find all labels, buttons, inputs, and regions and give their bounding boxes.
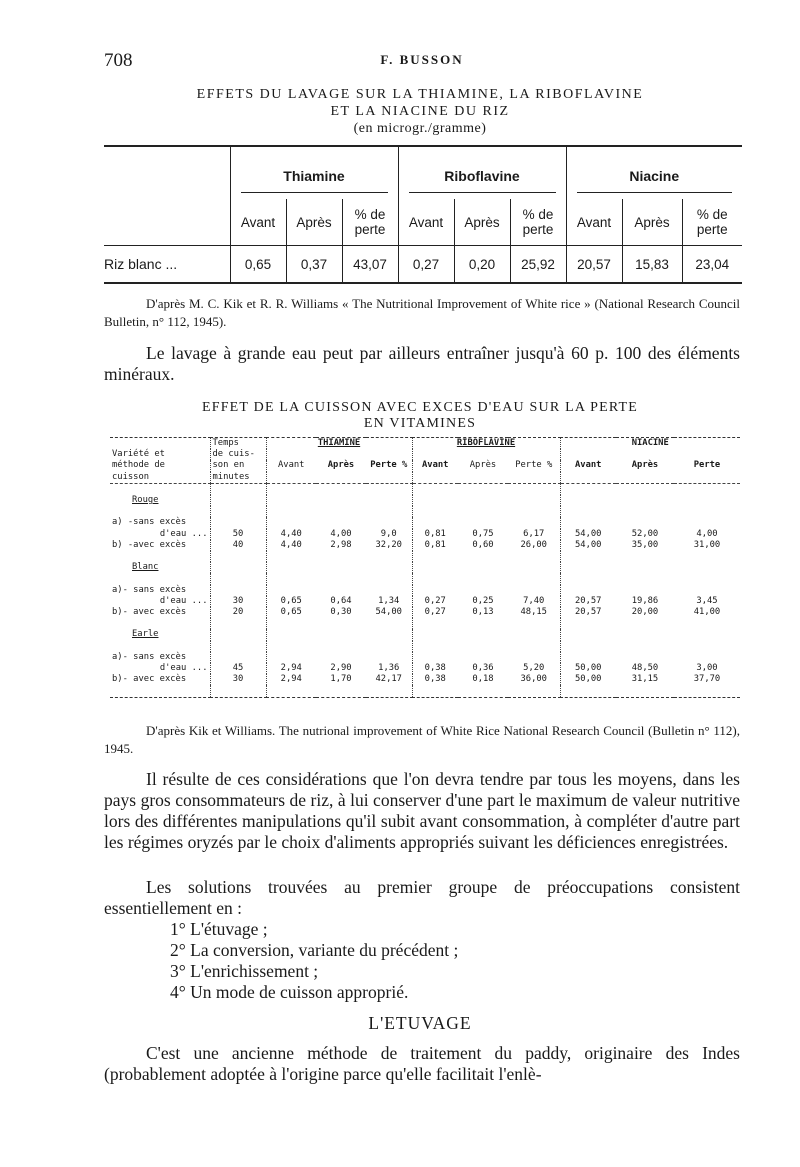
table-lavage: [104, 145, 742, 284]
table-row: [110, 607, 740, 618]
cell-value: 48,15: [520, 607, 547, 618]
cell-value: 54,00: [375, 607, 402, 618]
table-row: [110, 540, 740, 551]
head-variety-2: méthode de: [112, 460, 165, 471]
cell-value: 0,65: [230, 246, 286, 284]
sub-apres: Après: [327, 460, 355, 471]
cell-time: 20: [210, 607, 266, 618]
cell-value: 0,27: [412, 607, 458, 618]
cell-value: 0,64: [330, 595, 352, 606]
row-label: a)- sans excès: [112, 584, 187, 595]
cell-value: 0,38: [412, 674, 458, 685]
group-niacine-head: NIACINE: [560, 438, 740, 450]
cell-value: 35,00: [631, 539, 659, 550]
group-thiamine-head: THIAMINE: [266, 438, 412, 450]
sub-perte: Perte %: [370, 460, 408, 471]
col-perte: % de perte: [682, 199, 742, 246]
cell-value: 0,65: [266, 596, 316, 607]
group-niacine: Niacine: [577, 154, 733, 193]
cell-value: 4,00: [696, 528, 718, 539]
table-row: [110, 517, 740, 528]
sub-apres: Après: [469, 460, 497, 471]
spacer-row: [110, 618, 740, 629]
cell-value: 23,04: [682, 246, 742, 284]
cell-value: 54,00: [560, 529, 616, 540]
running-author: F. BUSSON: [380, 52, 464, 67]
cell-value: 20,00: [631, 607, 659, 618]
table-row: [110, 652, 740, 663]
cell-value: 0,65: [266, 607, 316, 618]
col-perte: % de perte: [510, 199, 566, 246]
cell-value: 0,30: [330, 607, 352, 618]
col-perte: % de perte: [342, 199, 398, 246]
cell-value: 32,20: [375, 539, 402, 550]
table2-source: D'après Kik et Williams. The nutrional improvement of White Rice National Research Council (Bulletin n° 112), 1945.: [104, 723, 740, 756]
running-header: [104, 50, 740, 74]
spacer-row: [110, 573, 740, 584]
cell-value: 0,27: [412, 596, 458, 607]
row-label-cont: d'eau ...: [159, 595, 208, 606]
cell-value: 0,25: [472, 595, 494, 606]
table-row: [104, 246, 742, 284]
cell-value: 36,00: [520, 674, 547, 685]
col-avant: Avant: [398, 199, 454, 246]
cell-value: 0,13: [472, 607, 494, 618]
variety-row: [110, 562, 740, 573]
row-label: b)- avec excès: [112, 674, 187, 685]
table1-title: [100, 86, 740, 137]
table1-unit: (en microgr./gramme): [353, 121, 487, 136]
spacer-row: [110, 685, 740, 697]
cell-value: 1,34: [378, 595, 400, 606]
col-avant: Avant: [230, 199, 286, 246]
sub-perte: Perte: [693, 460, 721, 471]
table2-title-line1: EFFET DE LA CUISSON AVEC EXCES D'EAU SUR LA PERTE: [201, 400, 639, 415]
row-label: b) -avec excès: [112, 539, 187, 550]
cell-value: 50,00: [560, 674, 616, 685]
spacer-row: [110, 483, 740, 495]
cell-value: 3,00: [696, 663, 718, 674]
cell-value: 0,36: [472, 663, 494, 674]
cell-value: 2,94: [266, 663, 316, 674]
spacer-row: [110, 641, 740, 652]
row-label: a)- sans excès: [112, 651, 187, 662]
group-riboflavine-head: RIBOFLAVINE: [412, 438, 560, 450]
table-row: [110, 596, 740, 607]
col-apres: Après: [622, 199, 682, 246]
cell-value: 43,07: [342, 246, 398, 284]
col-apres: Après: [454, 199, 510, 246]
cell-value: 31,00: [693, 539, 721, 550]
cell-time: 40: [210, 540, 266, 551]
table2-title-line2: EN VITAMINES: [363, 416, 477, 431]
table1-source: D'après M. C. Kik et R. R. Williams « The Nutritional Improvement of White rice » (National Research Council Bulletin, n° 112, 1945).: [104, 296, 740, 329]
cell-time: 50: [210, 529, 266, 540]
head-variety-3: cuisson: [110, 472, 210, 484]
head-time-1: Temps: [210, 438, 266, 450]
table-row: [110, 529, 740, 540]
head-time-2: de cuis-: [210, 449, 266, 460]
cell-value: 0,18: [472, 674, 494, 685]
sub-perte: Perte %: [515, 460, 553, 471]
head-variety-1: Variété et: [112, 449, 165, 460]
variety-name: Earle: [132, 629, 159, 640]
cell-value: 2,90: [330, 663, 352, 674]
cell-value: 4,40: [266, 540, 316, 551]
paragraph-conclusion: Il résulte de ces considérations que l'on devra tendre par tous les moyens, dans les pays gros consommateurs de riz, à lui conserver d'une part le maximum de valeur nutritive lors des différentes manipulations qu'il subit avant consommation, à compléter d'autre part les régimes oryzés par le choix d'aliments appropriés suivant les déficiences enregistrées.: [104, 769, 740, 852]
sub-avant: Avant: [266, 460, 316, 471]
col-apres: Après: [286, 199, 342, 246]
cell-value: 48,50: [631, 663, 659, 674]
cell-value: 9,0: [380, 528, 397, 539]
cell-value: 1,70: [330, 674, 352, 685]
cell-value: 0,20: [454, 246, 510, 284]
list-item: 4° Un mode de cuisson approprié.: [170, 982, 409, 1002]
variety-name: Blanc: [132, 562, 159, 573]
table2-title: [100, 400, 740, 432]
cell-value: 26,00: [520, 539, 547, 550]
cell-value: 25,92: [510, 246, 566, 284]
page-number: 708: [104, 50, 133, 71]
table-row: [110, 585, 740, 596]
group-thiamine: Thiamine: [241, 154, 388, 193]
cell-value: 1,36: [378, 663, 400, 674]
list-item: 1° L'étuvage ;: [170, 919, 268, 939]
cell-value: 52,00: [631, 528, 659, 539]
col-avant: Avant: [566, 199, 622, 246]
table1-title-line1: EFFETS DU LAVAGE SUR LA THIAMINE, LA RIBOFLAVINE: [196, 87, 644, 102]
cell-time: 30: [210, 596, 266, 607]
cell-value: 0,37: [286, 246, 342, 284]
cell-value: 20,57: [560, 607, 616, 618]
paragraph-lavage: Le lavage à grande eau peut par ailleurs entraîner jusqu'à 60 p. 100 des éléments minéraux.: [104, 343, 740, 384]
cell-value: 20,57: [566, 246, 622, 284]
cell-value: 7,40: [523, 595, 545, 606]
cell-value: 37,70: [693, 674, 721, 685]
cell-time: 30: [210, 674, 266, 685]
variety-row: [110, 495, 740, 506]
solutions-list: [170, 919, 458, 1003]
cell-value: 2,98: [330, 539, 352, 550]
section-title: L'ETUVAGE: [368, 1013, 472, 1033]
head-variety-spacer: [110, 438, 210, 450]
cell-value: 0,75: [472, 528, 494, 539]
list-item: 2° La conversion, variante du précédent ;: [170, 940, 459, 960]
cell-value: 31,15: [631, 674, 659, 685]
cell-value: 4,40: [266, 529, 316, 540]
cell-value: 2,94: [266, 674, 316, 685]
cell-value: 6,17: [523, 528, 545, 539]
cell-value: 20,57: [560, 596, 616, 607]
table-row: [110, 674, 740, 685]
cell-value: 50,00: [560, 663, 616, 674]
table-row: [110, 663, 740, 674]
cell-value: 0,81: [412, 540, 458, 551]
variety-row: [110, 629, 740, 640]
spacer-row: [110, 551, 740, 562]
cell-value: 42,17: [375, 674, 402, 685]
list-item: 3° L'enrichissement ;: [170, 961, 319, 981]
row-label: Riz blanc ...: [104, 256, 178, 272]
cell-time: 45: [210, 663, 266, 674]
cell-value: 5,20: [523, 663, 545, 674]
sub-apres: Après: [631, 460, 659, 471]
row-label-cont: d'eau ...: [159, 528, 208, 539]
spacer-row: [110, 506, 740, 517]
row-label: b)- avec excès: [112, 607, 187, 618]
paragraph-etuvage: C'est une ancienne méthode de traitement du paddy, originaire des Indes (probablement adoptée à l'origine parce qu'elle facilitait l'enlè-: [104, 1043, 740, 1084]
table1-title-line2: ET LA NIACINE DU RIZ: [330, 104, 510, 119]
cell-value: 4,00: [330, 528, 352, 539]
cell-value: 0,38: [412, 663, 458, 674]
cell-value: 54,00: [560, 540, 616, 551]
cell-value: 41,00: [693, 607, 721, 618]
variety-name: Rouge: [132, 495, 159, 506]
cell-value: 19,86: [631, 595, 659, 606]
row-label-cont: d'eau ...: [159, 663, 208, 674]
cell-value: 0,27: [398, 246, 454, 284]
cell-value: 0,60: [472, 539, 494, 550]
paragraph-solutions: Les solutions trouvées au premier groupe de préoccupations consistent essentiellement en :: [104, 877, 740, 918]
group-riboflavine: Riboflavine: [409, 154, 556, 193]
row-label: a) -sans excès: [112, 517, 187, 528]
cell-value: 15,83: [622, 246, 682, 284]
head-time-4: minutes: [210, 472, 266, 484]
head-time-3: son en: [210, 460, 266, 471]
sub-avant: Avant: [560, 460, 616, 471]
cell-value: 3,45: [696, 595, 718, 606]
cell-value: 0,81: [412, 529, 458, 540]
table-cuisson: [110, 437, 740, 698]
sub-avant: Avant: [412, 460, 458, 471]
